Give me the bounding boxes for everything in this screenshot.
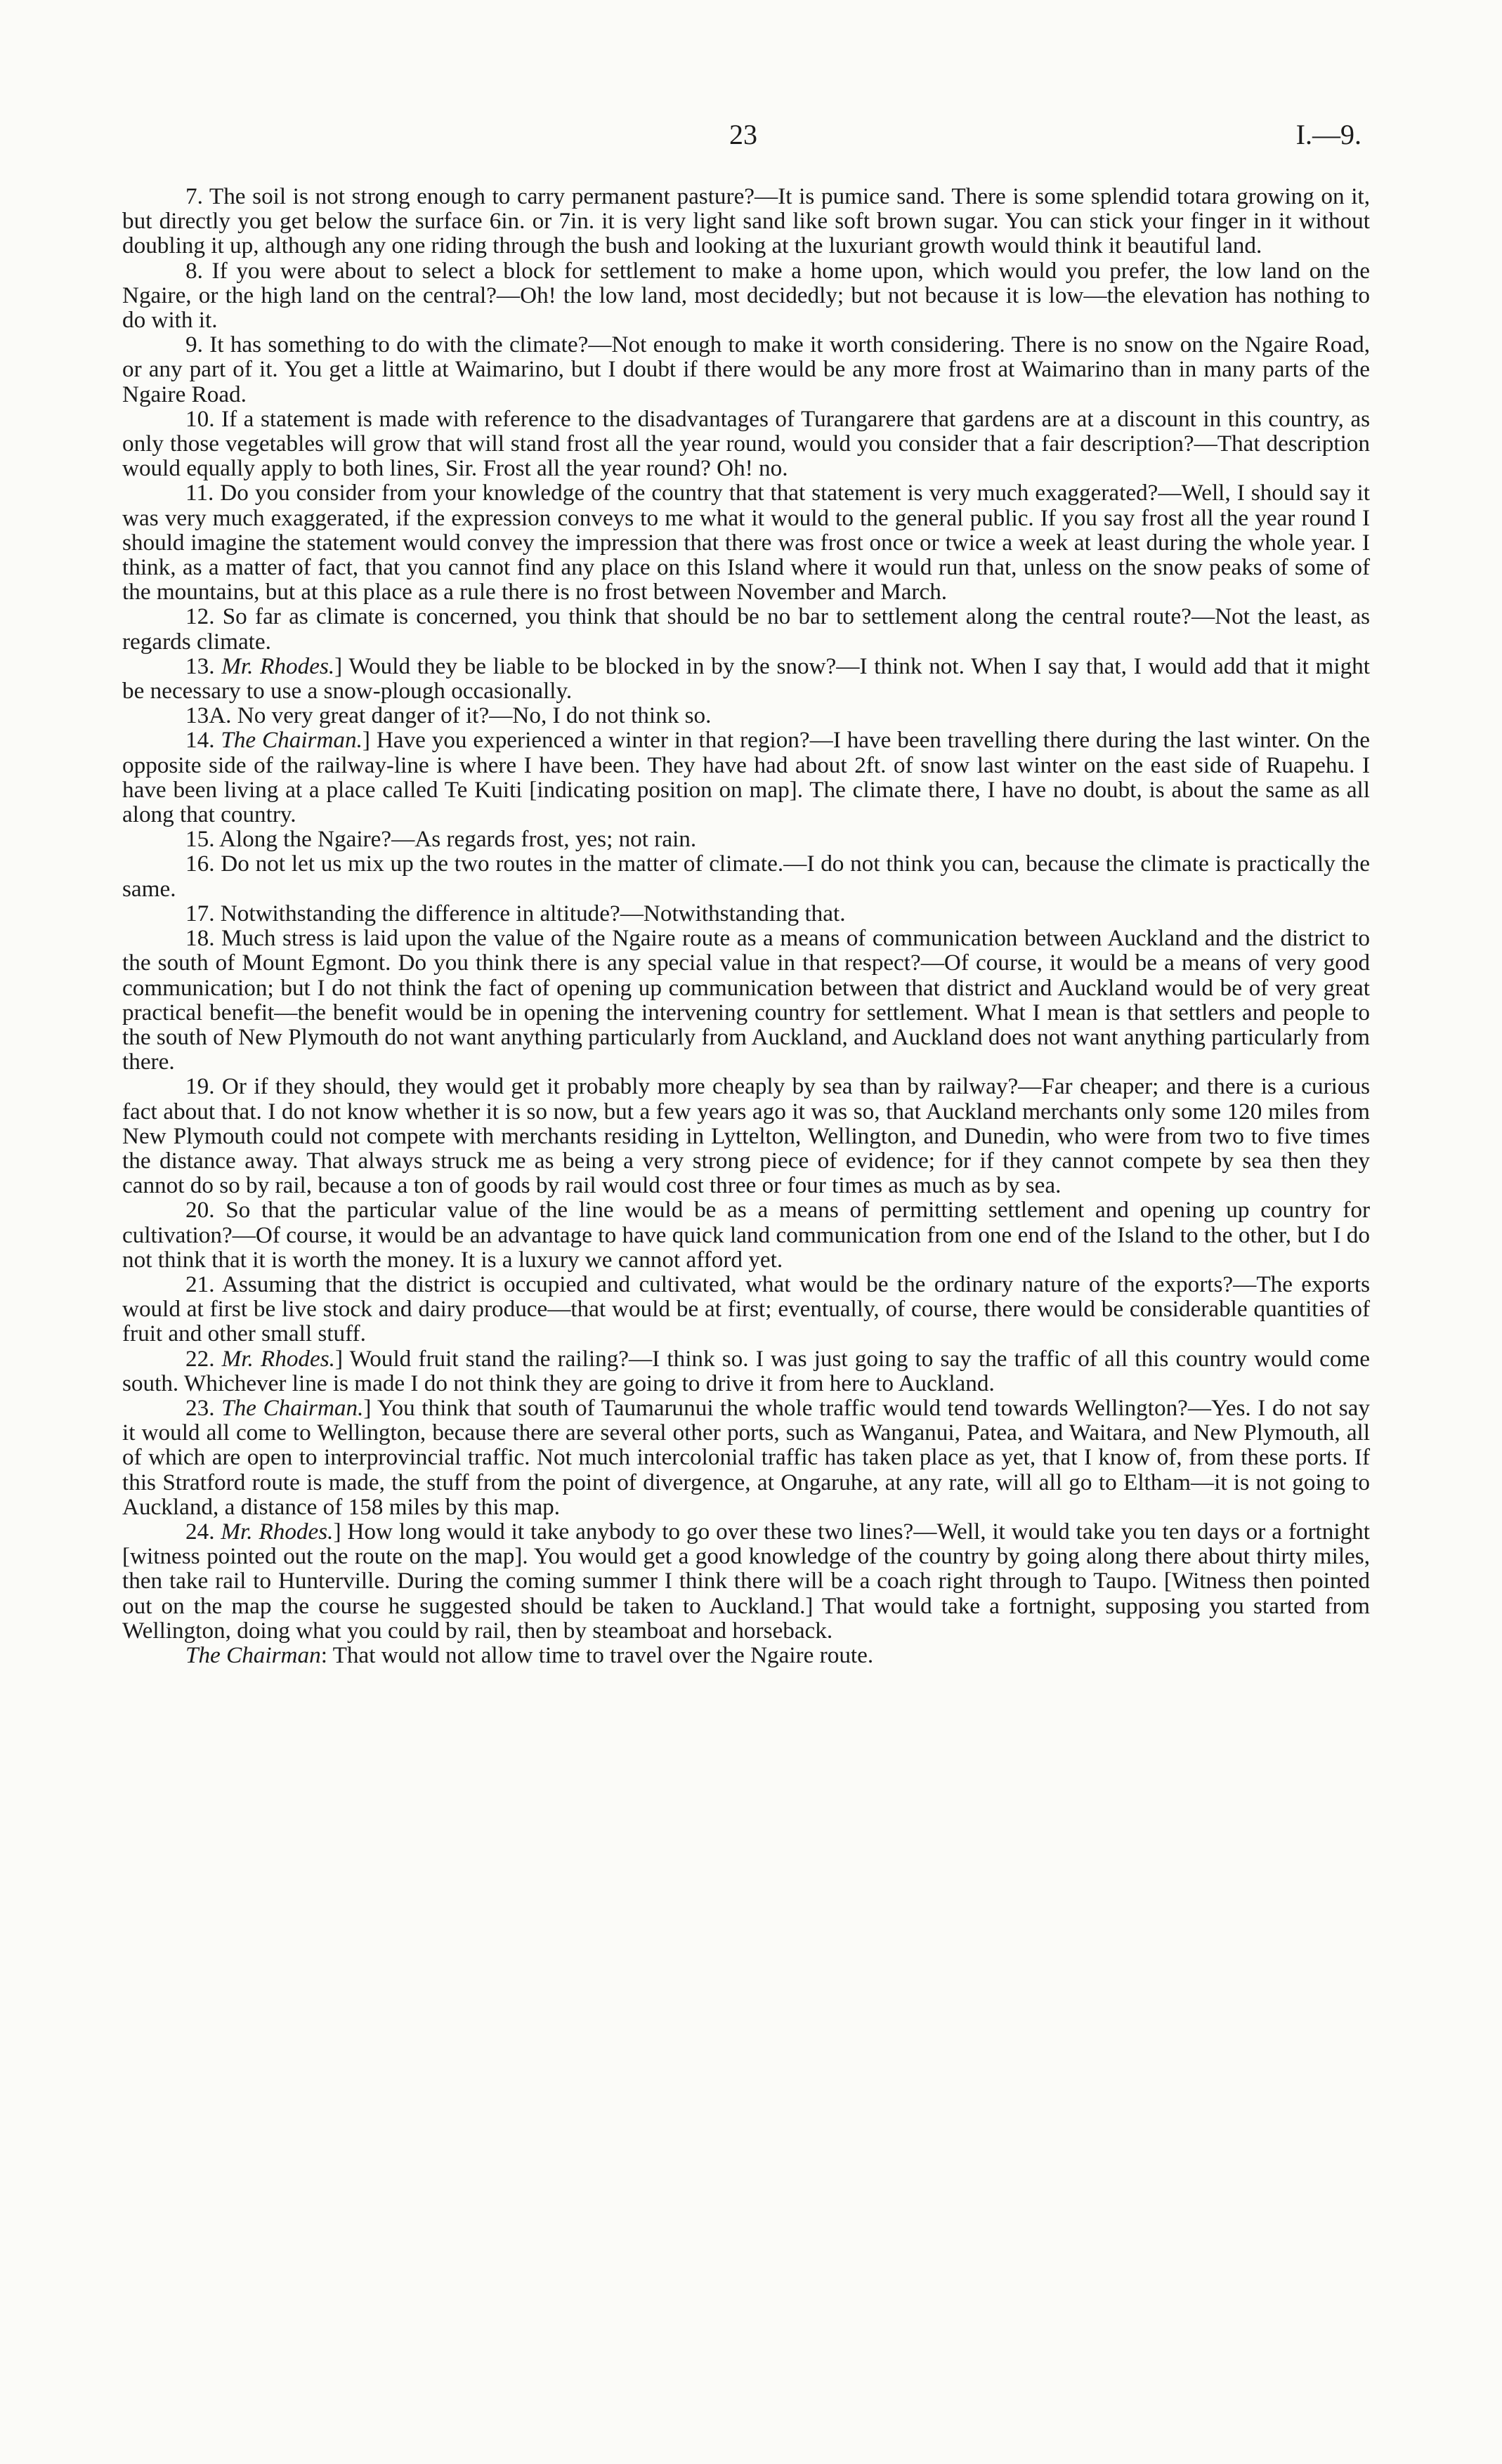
paragraph-q12: 12. So far as climate is concerned, you think that should be no bar to settlement along the central route?—Not the least, as regards climate. <box>122 603 1370 655</box>
paragraph-q13 <box>122 654 1370 703</box>
paragraph-body: : That would not allow time to travel over the Ngaire route. <box>320 1641 874 1668</box>
paragraph-q15: 15. Along the Ngaire?—As regards frost, yes; not rain. <box>185 826 697 853</box>
paragraph-q23 <box>122 1396 1370 1519</box>
page-number: 23 <box>729 119 757 150</box>
speaker-name: The Chairman <box>185 1641 321 1668</box>
question-number: 23. <box>185 1394 222 1421</box>
paragraph-q18: 18. Much stress is laid upon the value of the Ngaire route as a means of communication between Auckland and the district to the south of Mount Egmont. Do you think there is any special value in that respect?—Of course, it would be a means of very good communication; but I do not think the fact of opening up communication between that district and Auckland would be of very great practical benefit—the benefit would be in opening the intervening country for settlement. What I mean is that settlers and people to the south of New Plymouth do not want anything particularly from Auckland, and Auckland does not want anything particularly from there. <box>122 925 1370 1075</box>
question-number: 13. <box>185 653 222 679</box>
speaker-name: Mr. Rhodes. <box>221 1345 335 1372</box>
paragraph-q9: 9. It has something to do with the climate?—Not enough to make it worth considering. There is no snow on the Ngaire Road, or any part of it. You get a little at Waimarino, but I doubt if there would be any more frost at Waimarino than in many parts of the Ngaire Road. <box>122 332 1370 407</box>
paragraph-q11: 11. Do you consider from your knowledge of the country that that statement is very much exaggerated?—Well, I should say it was very much exaggerated, if the expression conveys to me what it would to the general public. If you say frost all the year round I should imagine the statement would convey the impression that there was frost once or twice a week at least during the whole year. I think, as a matter of fact, that you cannot find any place on this Island where it would run that, unless on the snow peaks of some of the mountains, but at this place as a rule there is no frost between November and March. <box>122 480 1370 605</box>
paragraph-q10: 10. If a statement is made with reference to the disadvantages of Turangarere that gardens are at a discount in this country, as only those vegetables will grow that will stand frost all the year round, would you consider that a fair description?—That description would equally apply to both lines, Sir. Frost all the year round? Oh! no. <box>122 405 1370 482</box>
paragraph-chairman-remark <box>122 1643 1370 1667</box>
paragraph-body: ] Would fruit stand the railing?—I think so. I was just going to say the traffic of all this country would come south. Whichever line is made I do not think they are going to drive it from here to Auckland. <box>122 1345 1370 1396</box>
paragraph-body: ] You think that south of Taumarunui the whole traffic would tend towards Wellington?—Yes. I do not say it would all come to Wellington, because there are several other ports, such as Wanganui, Patea, and Waitara, and New Plymouth, all of which are open to interprovincial traffic. Not much intercolonial traffic has taken place as yet, that I know of, from these ports. If this Stratford route is made, the stuff from the point of divergence, at Ongaruhe, at any rate, will all go to Eltham—it is not going to Auckland, a distance of 158 miles by this map. <box>122 1394 1371 1520</box>
paragraph-q14 <box>122 728 1370 827</box>
speaker-name: The Chairman. <box>221 1394 364 1421</box>
paragraph-body: ] How long would it take anybody to go over these two lines?—Well, it would take you ten days or a fortnight [witness pointed out the route on the map]. You would get a good knowledge of the country by going along there about thirty miles, then take rail to Hunterville. During the coming summer I think there will be a coach right through to Taupo. [Witness then pointed out on the map the course he suggested should be taken to Auckland.] That would take a fortnight, supposing you started from Wellington, doing what you could by rail, then by steamboat and horseback. <box>122 1518 1370 1644</box>
paragraph-q13a: 13A. No very great danger of it?—No, I do not think so. <box>185 702 712 729</box>
paragraph-q17: 17. Notwithstanding the difference in altitude?—Notwithstanding that. <box>185 900 846 926</box>
paragraph-body: ] Would they be liable to be blocked in by the snow?—I think not. When I say that, I would add that it might be necessary to use a snow-plough occasionally. <box>122 653 1370 705</box>
speaker-name: Mr. Rhodes. <box>221 1518 334 1545</box>
page-header <box>0 118 1502 160</box>
paragraph-q16: 16. Do not let us mix up the two routes in the matter of climate.—I do not think you can, because the climate is practically the same. <box>122 851 1370 902</box>
question-number: 14. <box>185 727 221 754</box>
paragraph-q7: 7. The soil is not strong enough to carry permanent pasture?—It is pumice sand. There is some splendid totara growing on it, but directly you get below the surface 6in. or 7in. it is very light sand like soft brown sugar. You can stick your finger in it without doubling it up, although any one riding through the bush and looking at the luxuriant growth would think it beautiful land. <box>122 183 1370 259</box>
question-number: 24. <box>185 1518 221 1545</box>
paragraph-q24 <box>122 1519 1370 1643</box>
paragraph-q22 <box>122 1346 1370 1396</box>
paragraph-q20: 20. So that the particular value of the line would be as a means of permitting settlement and opening up country for cultivation?—Of course, it would be an advantage to have quick land communication from one end of the Island to the other, but I do not think that it is worth the money. It is a luxury we cannot afford yet. <box>122 1197 1370 1273</box>
paragraph-body: ] Have you experienced a winter in that region?—I have been travelling there during the last winter. On the opposite side of the railway-line is where I have been. They have had about 2ft. of snow last winter on the east side of Ruapehu. I have been living at a place called Te Kuiti [indicating position on map]. The climate there, I have no doubt, is about the same as all along that country. <box>122 727 1370 828</box>
paragraph-q8: 8. If you were about to select a block for settlement to make a home upon, which would you prefer, the low land on the Ngaire, or the high land on the central?—Oh! the low land, most decidedly; but not because it is low—the elevation has nothing to do with it. <box>122 257 1370 334</box>
paragraph-q21: 21. Assuming that the district is occupied and cultivated, what would be the ordinary nature of the exports?—The exports would at first be live stock and dairy produce—that would be at first; eventually, of course, there would be considerable quantities of fruit and other small stuff. <box>122 1271 1370 1347</box>
question-number: 22. <box>185 1345 222 1372</box>
document-reference: I.—9. <box>1295 119 1361 150</box>
speaker-name: The Chairman. <box>221 727 363 754</box>
speaker-name: Mr. Rhodes. <box>221 653 335 679</box>
evidence-text <box>122 184 1370 1667</box>
paragraph-q19: 19. Or if they should, they would get it probably more cheaply by sea than by railway?—Far cheaper; and there is a curious fact about that. I do not know whether it is so now, but a few years ago it was so, that Auckland merchants only some 120 miles from New Plymouth could not compete with merchants residing in Lyttelton, Wellington, and Dunedin, who were from two to five times the distance away. That always struck me as being a very strong piece of evidence; for if they cannot compete by sea then they cannot do so by rail, because a ton of goods by rail would cost three or four times as much as by sea. <box>122 1073 1370 1199</box>
